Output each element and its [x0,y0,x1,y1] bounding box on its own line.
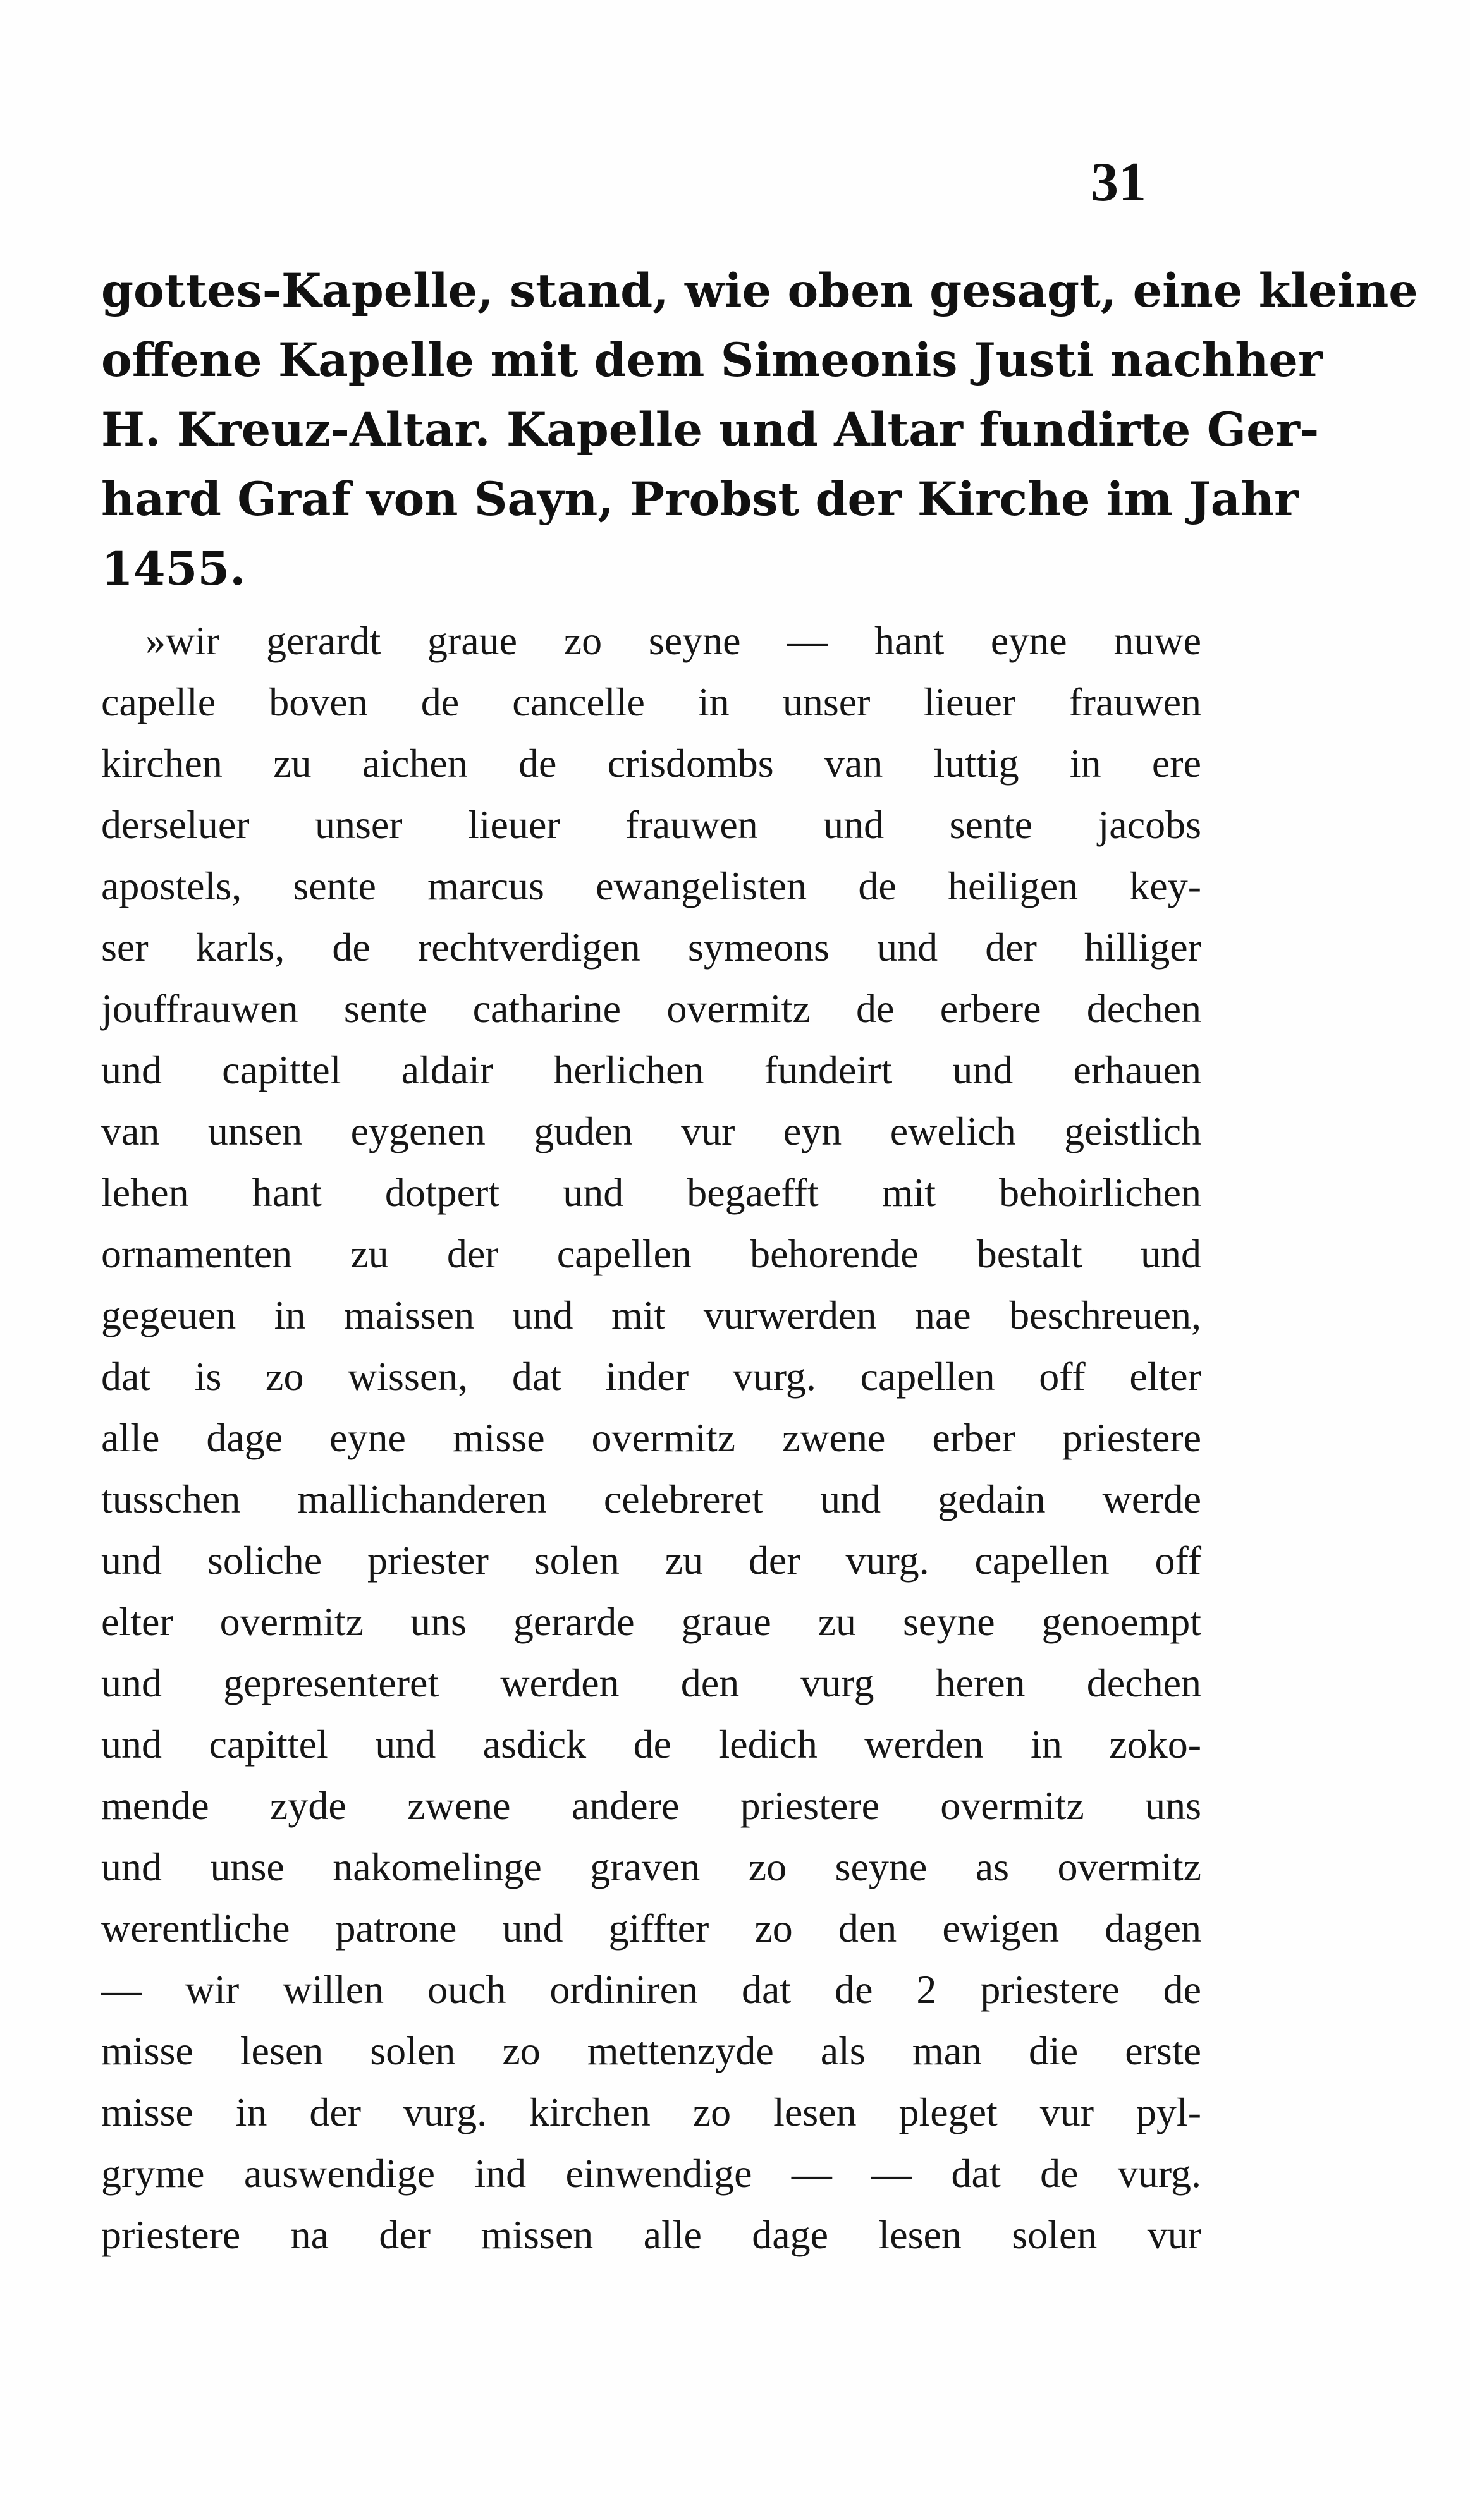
document-text-line: gegeuen in maissen und mit vurwerden nae beschreuen, [101,1293,1201,1337]
quoted-document-paragraph [101,610,1201,2265]
fraktur-text-line: gottes-Kapelle, stand, wie oben gesagt, eine kleine [101,264,1418,318]
document-text-line: misse lesen solen zo mettenzyde als man die erste [101,2028,1201,2073]
document-text-line: und capittel aldair herlichen fundeirt und erhauen [101,1047,1201,1092]
document-text-line: und gepresenteret werden den vurg heren dechen [101,1660,1201,1705]
document-text-line: lehen hant dotpert und begaefft mit behoirlichen [101,1170,1201,1215]
fraktur-text-line: H. Kreuz-Altar. Kapelle und Altar fundirte Ger- [101,403,1320,457]
document-text-line: — wir willen ouch ordiniren dat de 2 priestere de [101,1967,1201,2012]
document-text-line: werentliche patrone und giffter zo den ewigen dagen [101,1906,1201,1951]
document-text-line: misse in der vurg. kirchen zo lesen pleget vur pyl- [101,2090,1201,2134]
document-text-line: jouffrauwen sente catharine overmitz de erbere dechen [101,986,1201,1031]
fraktur-paragraph [101,256,1418,604]
document-text-line: und soliche priester solen zu der vurg. capellen off [101,1538,1201,1583]
document-text-line: dat is zo wissen, dat inder vurg. capellen off elter [101,1354,1201,1399]
document-text-line: ornamenten zu der capellen behorende bestalt und [101,1231,1201,1276]
fraktur-text-line: hard Graf von Sayn, Probst der Kirche im Jahr [101,472,1299,527]
document-text-line: und unse nakomelinge graven zo seyne as overmitz [101,1844,1201,1889]
document-text-line: capelle boven de cancelle in unser lieuer frauwen [101,679,1201,724]
document-text-line: »wir gerardt graue zo seyne — hant eyne nuwe [145,618,1201,663]
fraktur-text-line: 1455. [101,542,246,596]
document-text-line: ser karls, de rechtverdigen symeons und der hilliger [101,925,1201,970]
document-text-line: elter overmitz uns gerarde graue zu seyne genoempt [101,1599,1201,1644]
document-text-line: tusschen mallichanderen celebreret und gedain werde [101,1476,1201,1521]
document-text-line: priestere na der missen alle dage lesen solen vur [101,2212,1201,2257]
page-number: 31 [1091,152,1146,213]
document-text-line: apostels, sente marcus ewangelisten de heiligen key- [101,863,1201,908]
document-text-line: kirchen zu aichen de crisdombs van luttig in ere [101,741,1201,786]
document-text-line: mende zyde zwene andere priestere overmitz uns [101,1783,1201,1828]
fraktur-text-line: offene Kapelle mit dem Simeonis Justi nachher [101,333,1323,387]
document-text-line: alle dage eyne misse overmitz zwene erber priestere [101,1415,1201,1460]
document-text-line: und capittel und asdick de ledich werden in zoko- [101,1722,1201,1767]
document-text-line: van unsen eygenen guden vur eyn ewelich geistlich [101,1109,1201,1153]
document-text-line: derseluer unser lieuer frauwen und sente jacobs [101,802,1201,847]
document-text-line: gryme auswendige ind einwendige — — dat de vurg. [101,2151,1201,2196]
